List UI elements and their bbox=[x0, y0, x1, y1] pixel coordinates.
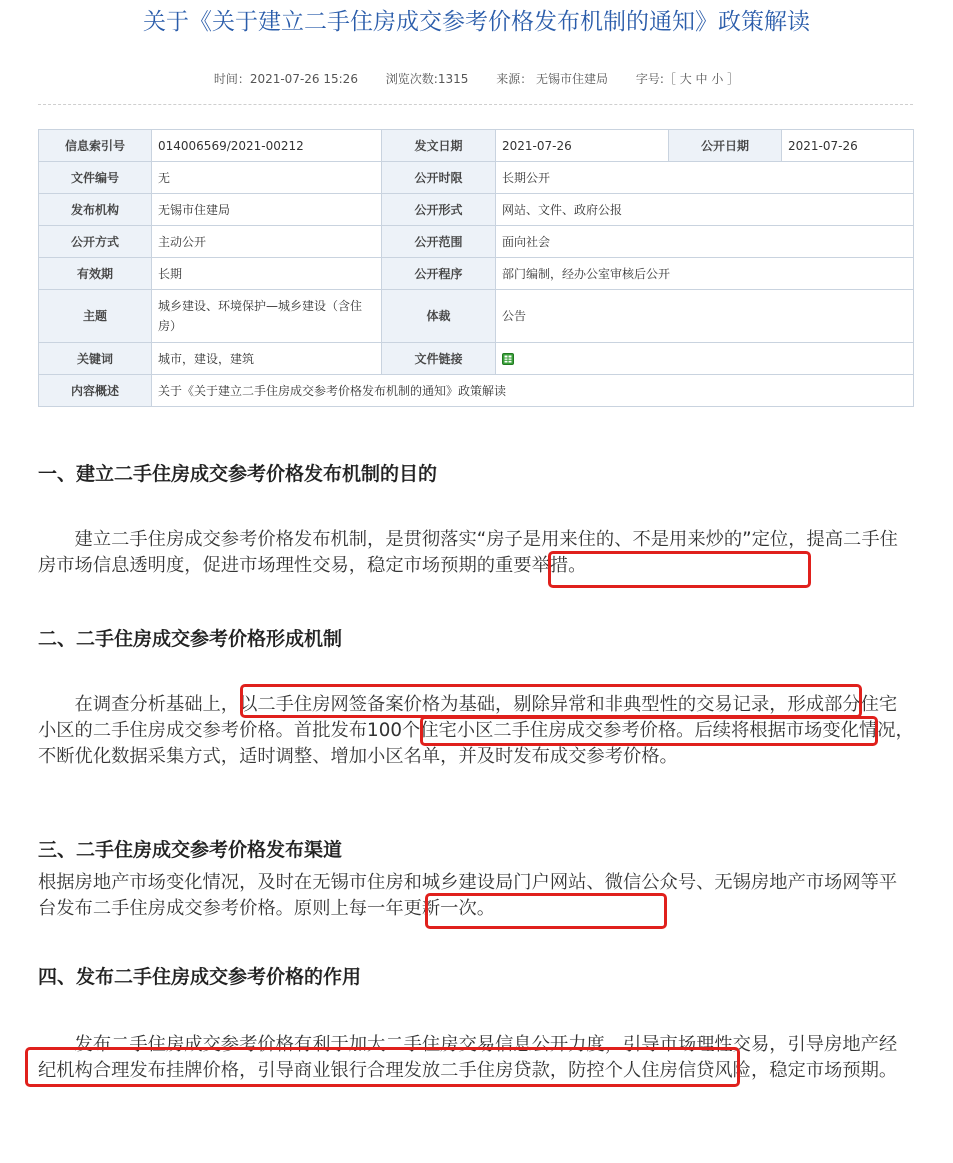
section-body: 发布二手住房成交参考价格有利于加大二手住房交易信息公开力度，引导市场理性交易，引导房地产经纪机构合理发布挂牌价格，引导商业银行合理发放二手住房贷款，防控个人住房信贷风险，稳定市场预期。 bbox=[38, 1034, 898, 1081]
info-key: 内容概述 bbox=[39, 375, 152, 407]
info-value: 014006569/2021-00212 bbox=[152, 130, 382, 162]
section-body: 根据房地产市场变化情况，及时在无锡市住房和城乡建设局门户网站、微信公众号、无锡房地产市场网等平台发布二手住房成交参考价格。原则上每一年更新一次。 bbox=[38, 872, 898, 919]
table-row bbox=[39, 130, 914, 162]
info-value: 长期 bbox=[152, 258, 382, 290]
info-key: 公开日期 bbox=[669, 130, 782, 162]
section-body: 在调查分析基础上，以二手住房网签备案价格为基础，剔除异常和非典型性的交易记录，形成部分住宅小区的二手住房成交参考价格。首批发布100个住宅小区二手住房成交参考价格。后续将根据市场变化情况，不断优化数据采集方式，适时调整、增加小区名单，并及时发布成交参考价格。 bbox=[38, 694, 914, 767]
info-value: 无 bbox=[152, 162, 382, 194]
page-title: 关于《关于建立二手住房成交参考价格发布机制的通知》政策解读 bbox=[143, 9, 810, 35]
info-value: 城市，建设，建筑 bbox=[152, 343, 382, 375]
view-count: 浏览次数:1315 bbox=[385, 72, 469, 86]
info-key: 发文日期 bbox=[382, 130, 496, 162]
table-row bbox=[39, 375, 914, 407]
article-meta bbox=[0, 70, 953, 87]
info-key: 公开程序 bbox=[382, 258, 496, 290]
info-value: 部门编制，经办公室审核后公开 bbox=[496, 258, 914, 290]
file-link-cell bbox=[496, 343, 914, 375]
info-key: 发布机构 bbox=[39, 194, 152, 226]
table-row bbox=[39, 162, 914, 194]
info-key: 信息索引号 bbox=[39, 130, 152, 162]
info-value: 面向社会 bbox=[496, 226, 914, 258]
section-heading: 一、建立二手住房成交参考价格发布机制的目的 bbox=[38, 463, 438, 485]
info-key: 公开形式 bbox=[382, 194, 496, 226]
table-row bbox=[39, 226, 914, 258]
info-value: 关于《关于建立二手住房成交参考价格发布机制的通知》政策解读 bbox=[152, 375, 914, 407]
section-heading: 四、发布二手住房成交参考价格的作用 bbox=[38, 966, 362, 988]
info-value: 主动公开 bbox=[152, 226, 382, 258]
info-value: 2021-07-26 bbox=[496, 130, 669, 162]
divider bbox=[38, 104, 913, 105]
info-key: 文件编号 bbox=[39, 162, 152, 194]
section-body: 建立二手住房成交参考价格发布机制，是贯彻落实“房子是用来住的、不是用来炒的”定位，提高二手住房市场信息透明度，促进市场理性交易，稳定市场预期的重要举措。 bbox=[38, 529, 898, 576]
source: 来源： 无锡市住建局 bbox=[496, 72, 609, 86]
section-heading: 三、二手住房成交参考价格发布渠道 bbox=[38, 839, 343, 861]
info-value: 长期公开 bbox=[496, 162, 914, 194]
table-row bbox=[39, 343, 914, 375]
info-value: 2021-07-26 bbox=[782, 130, 914, 162]
font-size-switch[interactable]: 字号:［ 大 中 小 ］ bbox=[635, 72, 740, 86]
info-value: 网站、文件、政府公报 bbox=[496, 194, 914, 226]
info-value: 无锡市住建局 bbox=[152, 194, 382, 226]
info-key: 主题 bbox=[39, 290, 152, 343]
section-heading: 二、二手住房成交参考价格形成机制 bbox=[38, 628, 343, 650]
highlight-box bbox=[425, 893, 667, 929]
highlight-box bbox=[420, 716, 878, 746]
spreadsheet-file-icon[interactable] bbox=[502, 353, 514, 365]
highlight-box bbox=[25, 1047, 740, 1087]
info-key: 公开范围 bbox=[382, 226, 496, 258]
info-key: 有效期 bbox=[39, 258, 152, 290]
info-key: 公开方式 bbox=[39, 226, 152, 258]
info-value: 城乡建设、环境保护—城乡建设（含住房） bbox=[152, 290, 382, 343]
info-table bbox=[38, 129, 914, 407]
info-value: 公告 bbox=[496, 290, 914, 343]
info-key: 关键词 bbox=[39, 343, 152, 375]
info-key: 文件链接 bbox=[382, 343, 496, 375]
info-key: 体裁 bbox=[382, 290, 496, 343]
table-row bbox=[39, 258, 914, 290]
publish-time: 时间：2021-07-26 15:26 bbox=[213, 72, 358, 86]
table-row bbox=[39, 290, 914, 343]
highlight-box bbox=[240, 684, 862, 718]
highlight-box bbox=[548, 551, 811, 588]
table-row bbox=[39, 194, 914, 226]
info-key: 公开时限 bbox=[382, 162, 496, 194]
